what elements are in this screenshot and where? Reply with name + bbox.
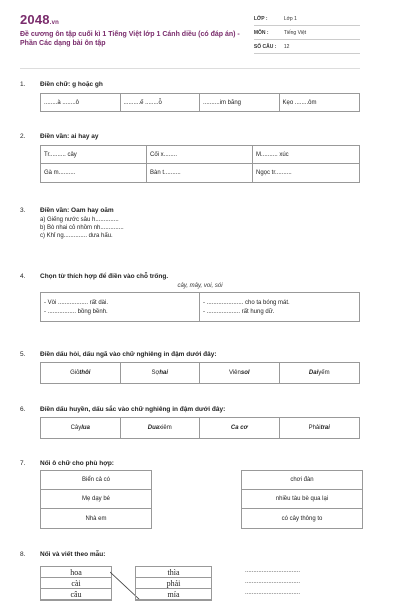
q1-cell[interactable]: ..........im băng — [200, 94, 280, 111]
q5-cell[interactable]: Sợ hai — [121, 363, 201, 383]
question-7: 7. Nối ô chữ cho phù hợp: — [20, 460, 114, 467]
q6-table — [40, 417, 360, 439]
q2-cell[interactable]: Gà m.......... — [41, 164, 147, 182]
q7-left-column — [40, 470, 152, 529]
question-4: 4. Chọn từ thích hợp để điền vào chỗ trống. cây, mây, voi, sói - Vòi .................. rất dài. - ................. bồng bềnh. - ...................... cho ta bóng mát. - .................... rất hung dữ. — [20, 273, 360, 322]
q3-line[interactable]: a) Giếng nước sâu h.............. — [40, 217, 119, 223]
q5-cell[interactable]: Dai yếm — [308, 370, 330, 376]
q1-table — [40, 93, 360, 112]
q8-answer-blank[interactable]: ................................. — [245, 590, 301, 596]
q2-cell[interactable]: Tr.......... cây — [41, 146, 147, 164]
q5-table — [40, 362, 360, 384]
meta-row-count: SỐ CÂU : 12 — [254, 40, 360, 54]
q7-left-item[interactable]: Mẹ dạy bé — [41, 490, 151, 509]
q6-cell[interactable]: Cây lua — [41, 418, 121, 438]
meta-row-grade: LỚP : Lớp 1 — [254, 12, 360, 26]
question-1: 1. Điền chữ: g hoặc gh ........à ........ô ..........ế ........ỗ ..........im băng Kẹo ........ôm — [20, 81, 360, 112]
question-5: 5. Điền dấu hỏi, dấu ngã vào chữ nghiêng in đậm dưới đây: Giỏ thôi Sợ hai Viên sol Dai yếm — [20, 351, 360, 384]
q1-cell[interactable]: ........à ........ô — [41, 94, 121, 111]
q1-cell[interactable]: ..........ế ........ỗ — [121, 94, 201, 111]
q1-cell[interactable]: Kẹo ........ôm — [282, 99, 317, 106]
q3-line[interactable]: b) Bò nhai cỏ nhồm nh.............. — [40, 225, 124, 231]
q8-right-word[interactable]: phải — [136, 578, 211, 589]
q4-sentence[interactable]: - Vòi .................. rất dài. — [44, 299, 109, 306]
q8-answer-blank[interactable]: ................................. — [245, 579, 301, 585]
q5-cell[interactable]: Viên sol — [200, 363, 280, 383]
q7-right-item[interactable]: nhiều tàu bè qua lại — [242, 490, 362, 509]
q2-cell[interactable]: Bàn t.......... — [147, 164, 253, 182]
q7-right-column — [241, 470, 363, 529]
q7-left-item[interactable]: Nhà em — [85, 515, 107, 522]
q8-left-word[interactable]: câu — [41, 589, 111, 600]
q7-right-item[interactable]: chơi đàn — [242, 471, 362, 490]
q2-table — [40, 145, 360, 183]
q2-cell[interactable]: M.......... xúc — [253, 146, 359, 164]
q6-cell[interactable]: Dua xiêm — [121, 418, 201, 438]
question-8: 8. Nối và viết theo mẫu: — [20, 551, 106, 558]
q4-sentence[interactable]: - .................... rất hung dữ. — [203, 308, 275, 315]
q7-left-item[interactable]: Biển cả có — [41, 471, 151, 490]
q4-sentence[interactable]: - ...................... cho ta bóng mát. — [203, 299, 290, 306]
q8-right-word[interactable]: thìa — [136, 567, 211, 578]
q8-answer-blank[interactable]: ................................. — [245, 568, 301, 574]
q8-left-word[interactable]: hoa — [41, 567, 111, 578]
question-3: 3. Điền vần: Oam hay oăm a) Giếng nước sâu h.............. b) Bò nhai cỏ nhồm nh.............. c) Khỉ ng.............. dưa hấu. — [20, 207, 360, 239]
q2-cell[interactable]: Ngọc tr.......... — [256, 170, 292, 176]
q4-word-bank: cây, mây, voi, sói — [177, 283, 223, 289]
header — [20, 0, 360, 62]
q8-right-column — [135, 566, 212, 601]
q8-right-word[interactable]: mía — [136, 589, 211, 600]
q4-table — [40, 292, 360, 322]
q6-cell[interactable]: Ca cơ — [200, 418, 280, 438]
q6-cell[interactable]: Phải trai — [308, 425, 330, 431]
q8-left-word[interactable]: cài — [41, 578, 111, 589]
q3-line[interactable]: c) Khỉ ng.............. dưa hấu. — [40, 233, 113, 239]
q8-left-column — [40, 566, 112, 601]
header-divider — [20, 68, 360, 69]
q2-cell[interactable]: Cối x........ — [147, 146, 253, 164]
q4-sentence[interactable]: - ................. bồng bềnh. — [44, 308, 108, 315]
q5-cell[interactable]: Giỏ thôi — [41, 363, 121, 383]
q7-right-item[interactable]: có cây thông to — [281, 515, 323, 522]
meta-row-subject: MÔN : Tiếng Việt — [254, 26, 360, 40]
question-2: 2. Điền vần: ai hay ay Tr.......... cây Cối x........ M.......... xúc Gà m.......... Bàn t.......... Ngọc tr.......... — [20, 133, 360, 183]
question-6: 6. Điền dấu huyền, dấu sắc vào chữ nghiêng in đậm dưới đây: Cây lua Dua xiêm Ca cơ Phải trai — [20, 406, 360, 439]
meta-table — [254, 12, 360, 62]
logo[interactable]: 2048.vn — [20, 12, 60, 27]
document-title: Đề cương ôn tập cuối kì 1 Tiếng Việt lớp 1 Cánh diều (có đáp án) - Phần Các dạng bài ôn tập — [20, 31, 240, 47]
